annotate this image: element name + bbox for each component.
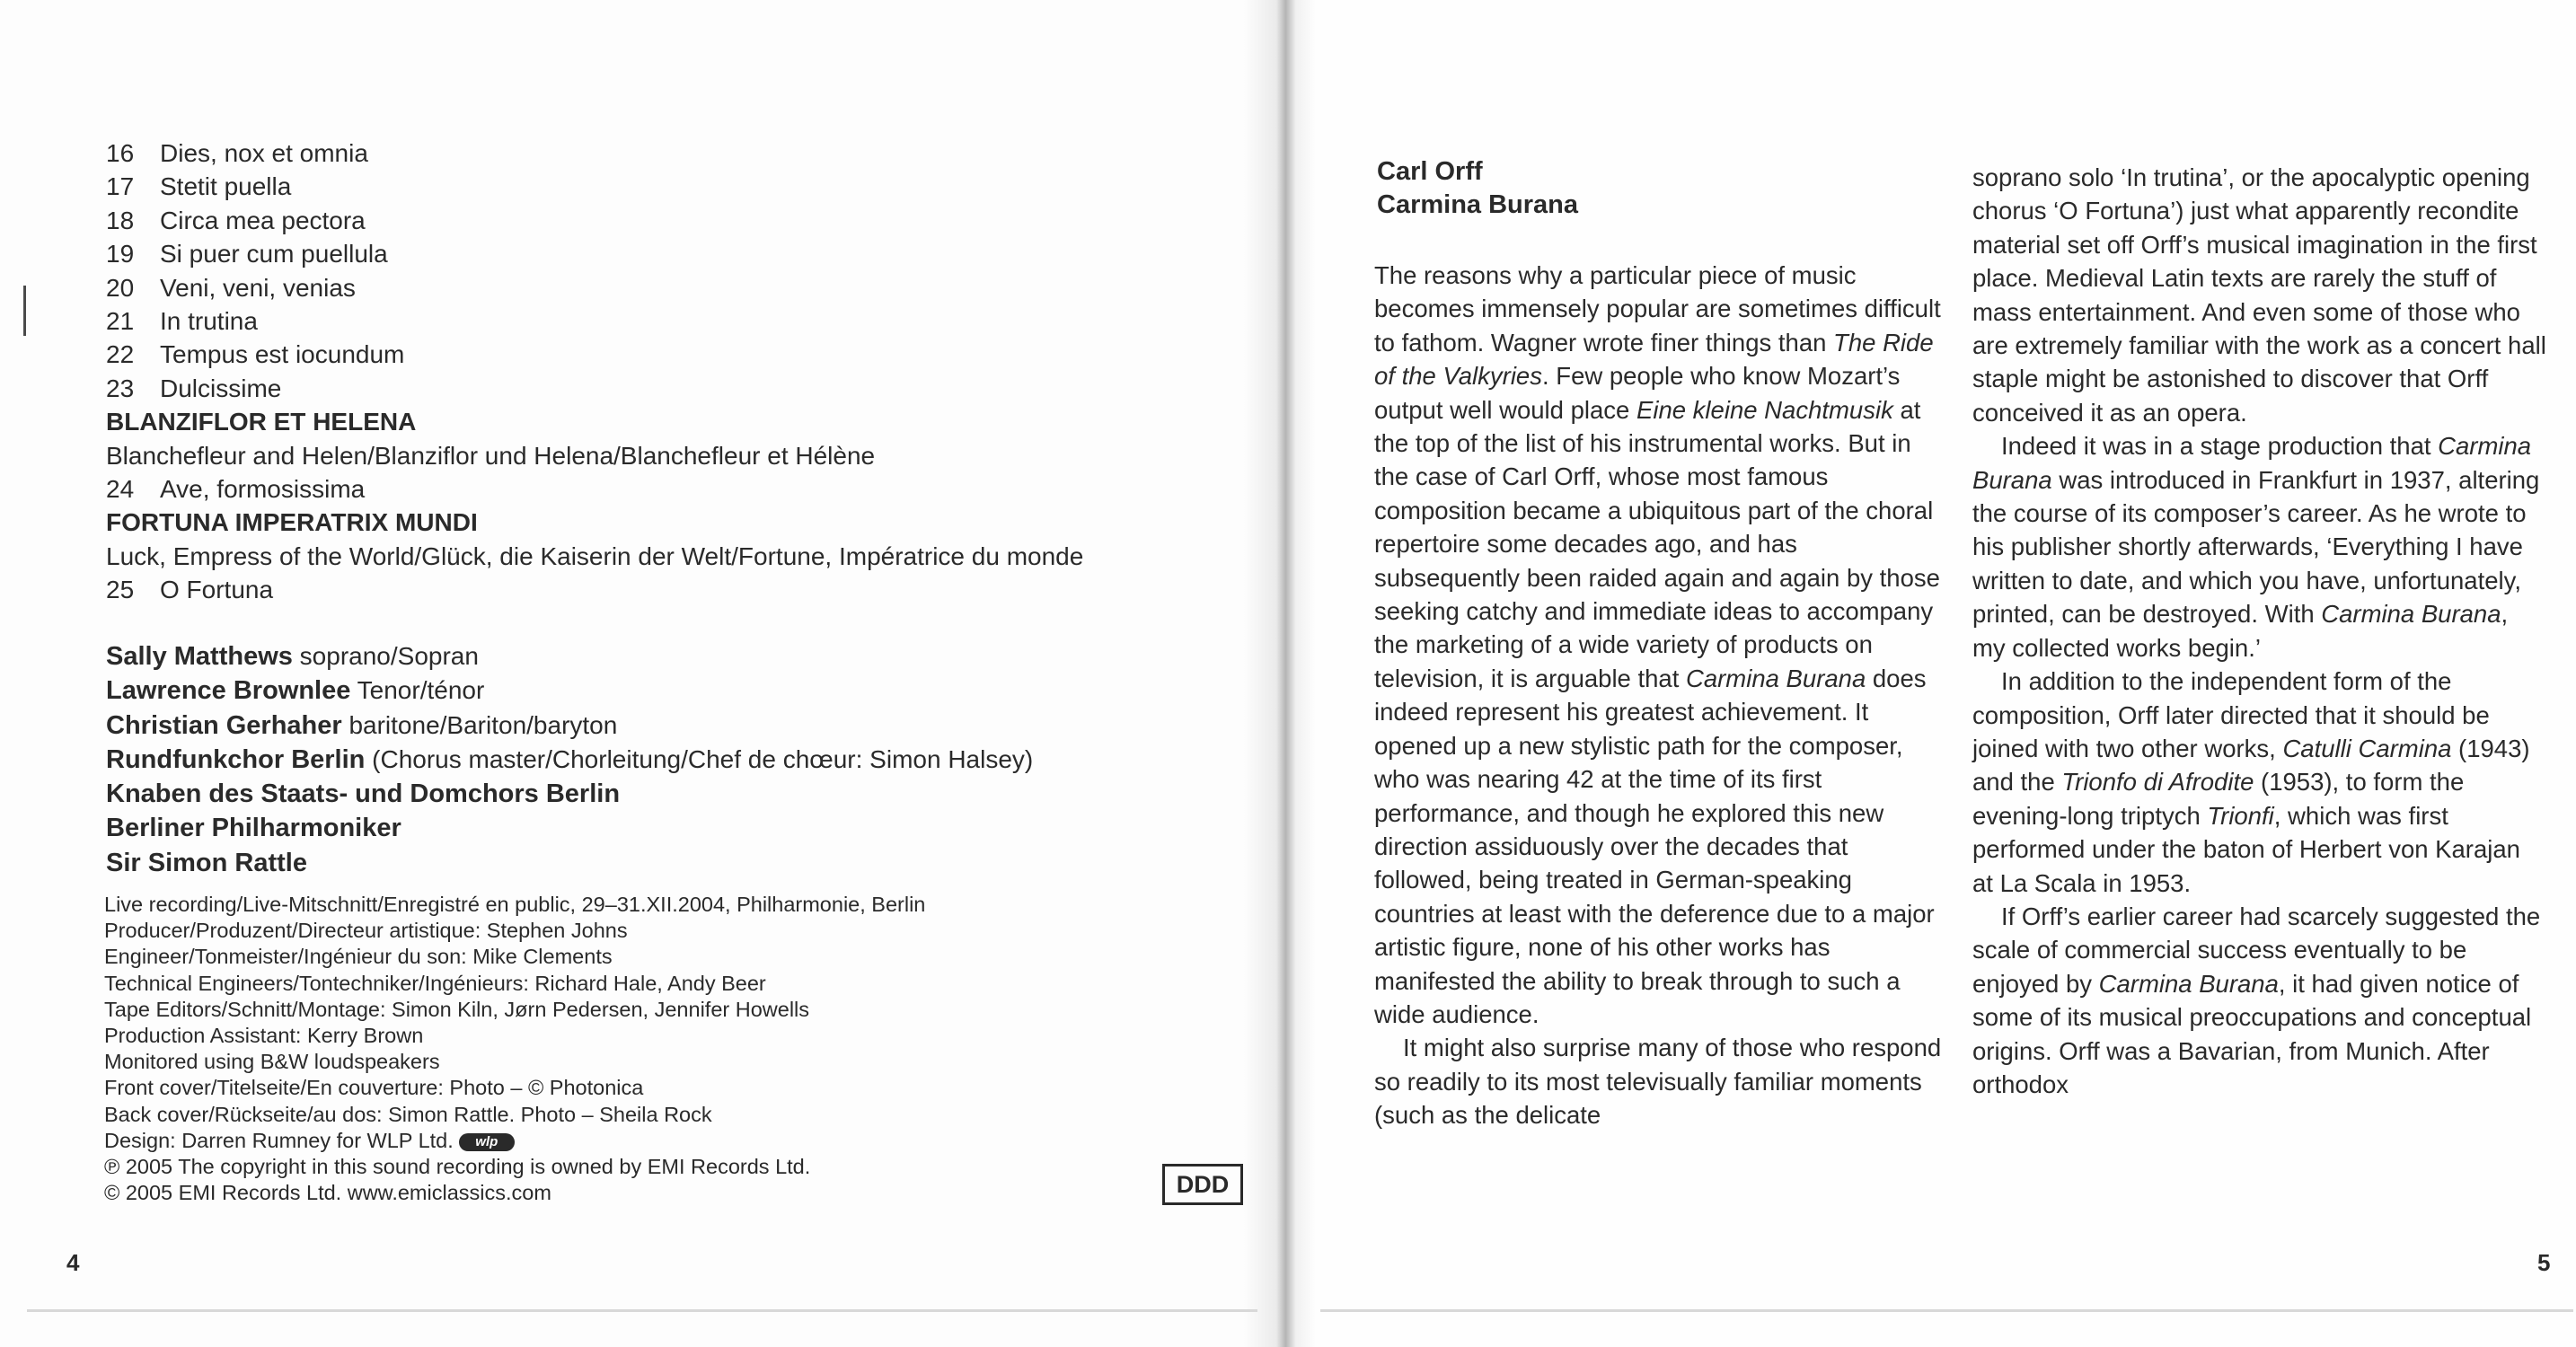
credit-line: Live recording/Live-Mitschnitt/Enregistré en public, 29–31.XII.2004, Philharmonie, Berlin — [104, 893, 926, 916]
page-number-right: 5 — [2537, 1249, 2551, 1276]
credit-line: Monitored using B&W loudspeakers — [104, 1050, 440, 1074]
paragraph: Indeed it was in a stage production that Carmina Burana was introduced in Frankfurt in 1937, altering the course of its composer’s career. As he wrote to his publisher shortly afterwards, ‘Everything I have written to date, and which you have, unfortunately, printed, can be destroyed. With Carmina Burana, my collected works begin.’ — [1972, 432, 2540, 662]
design-credit-line: Design: Darren Rumney for WLP Ltd. wlp — [104, 1128, 1182, 1154]
section-heading-fortuna: FORTUNA IMPERATRIX MUNDI — [106, 508, 478, 537]
performer-item: Lawrence Brownlee Tenor/ténor — [106, 676, 485, 706]
track-item: 21 In trutina — [106, 307, 258, 336]
performer-item: Sally Matthews soprano/Sopran — [106, 642, 479, 671]
performer-list — [106, 639, 1229, 880]
credit-line: Engineer/Tonmeister/Ingénieur du son: Mike Clements — [104, 945, 613, 969]
section-subtitle-fortuna: Luck, Empress of the World/Glück, die Kaiserin der Welt/Fortune, Impératrice du monde — [106, 541, 1084, 570]
composer-name: Carl Orff — [1377, 157, 1483, 186]
track-item: 16 Dies, nox et omnia — [106, 139, 368, 167]
track-item: 19 Si puer cum puellula — [106, 240, 388, 269]
paragraph: soprano solo ‘In trutina’, or the apocalyptic opening chorus ‘O Fortuna’) just what apparently recondite material set off Orff’s musical imagination in the first place. Medieval Latin texts are rarely the stuff of mass entertainment. And even some of those who are extremely familiar with the work as a concert hall staple might be astonished to discover that Orff conceived it as an opera. — [1972, 163, 2546, 427]
article-column-1 — [1374, 259, 1949, 1132]
track-item: 25 O Fortuna — [106, 576, 274, 604]
performer-item: Rundfunkchor Berlin (Chorus master/Chorleitung/Chef de chœur: Simon Halsey) — [106, 744, 1034, 774]
performer-item: Knaben des Staats- und Domchors Berlin — [106, 779, 621, 809]
track-item: 17 Stetit puella — [106, 172, 292, 201]
paragraph: In addition to the independent form of the composition, Orff later directed that it should be joined with two other works, Catulli Carmina (1943) and the Trionfo di Afrodite (1953), to form the evening-long triptych Trionfi, which was first performed under the baton of Herbert von Karajan at La Scala in 1953. — [1972, 667, 2530, 897]
track-item: 23 Dulcissime — [106, 374, 282, 402]
track-list — [106, 136, 1229, 607]
booklet-spine — [1244, 0, 1316, 1347]
performer-item: Christian Gerhaher baritone/Bariton/baryton — [106, 710, 618, 740]
credit-line: Technical Engineers/Tontechniker/Ingénieurs: Richard Hale, Andy Beer — [104, 971, 766, 995]
track-item: 18 Circa mea pectora — [106, 206, 366, 234]
paragraph: If Orff’s earlier career had scarcely suggested the scale of commercial success eventually to be enjoyed by Carmina Burana, it had given notice of some of its musical preoccupations and conceptual origins. Orff was a Bavarian, from Munich. After orthodox — [1972, 902, 2541, 1098]
copyright-phonogram: ℗ 2005 The copyright in this sound recording is owned by EMI Records Ltd. — [104, 1155, 811, 1179]
scan-mark — [23, 286, 26, 336]
credit-line: Tape Editors/Schnitt/Montage: Simon Kiln, Jørn Pedersen, Jennifer Howells — [104, 997, 810, 1021]
performer-item: Sir Simon Rattle — [106, 848, 307, 877]
track-item: 24 Ave, formosissima — [106, 475, 366, 504]
credit-line: Back cover/Rückseite/au dos: Simon Rattle. Photo – Sheila Rock — [104, 1102, 712, 1126]
page-number-left: 4 — [66, 1249, 80, 1276]
credit-line: Front cover/Titelseite/En couverture: Photo – © Photonica — [104, 1076, 644, 1100]
section-subtitle-blanziflor: Blanchefleur and Helen/Blanziflor und Helena/Blanchefleur et Hélène — [106, 441, 876, 470]
copyright-line: © 2005 EMI Records Ltd. www.emiclassics.com — [104, 1181, 551, 1205]
work-title: Carmina Burana — [1377, 190, 1579, 219]
wlp-logo-icon: wlp — [459, 1133, 515, 1151]
right-page-bottom-edge — [1320, 1309, 2573, 1312]
track-item: 20 Veni, veni, venias — [106, 273, 356, 302]
left-page-bottom-edge — [27, 1309, 1257, 1312]
credit-line: Production Assistant: Kerry Brown — [104, 1024, 424, 1048]
paragraph: The reasons why a particular piece of music becomes immensely popular are sometimes difficult to fathom. Wagner wrote finer things than The Ride of the Valkyries. Few people who know Mozart’s output well would place Eine kleine Nachtmusik at the top of the list of his instrumental works. But in the case of Carl Orff, whose most famous composition became a ubiquitous part of the choral repertoire some decades ago, and has subsequently been raided again and again by those seeking catchy and immediate ideas to accompany the marketing of a wide variety of products on television, it is arguable that Carmina Burana does indeed represent his greatest achievement. It opened up a new stylistic path for the composer, who was nearing 42 at the time of its first performance, and though he explored this new direction assiduously over the decades that followed, being treated in German-speaking countries at least with the deference due to a major artistic figure, none of his other works has manifested the ability to break through to such a wide audience. — [1374, 261, 1941, 1028]
recording-credits — [104, 892, 1182, 1206]
section-heading-blanziflor: BLANZIFLOR ET HELENA — [106, 408, 417, 436]
performer-item: Berliner Philharmoniker — [106, 814, 401, 843]
paragraph: It might also surprise many of those who respond so readily to its most televisually familiar moments (such as the delicate — [1374, 1034, 1942, 1130]
article-title — [1377, 155, 1578, 222]
credit-line: Producer/Produzent/Directeur artistique: Stephen Johns — [104, 919, 628, 943]
track-item: 22 Tempus est iocundum — [106, 340, 405, 369]
article-column-2 — [1972, 161, 2547, 1101]
ddd-badge: DDD — [1162, 1164, 1243, 1205]
